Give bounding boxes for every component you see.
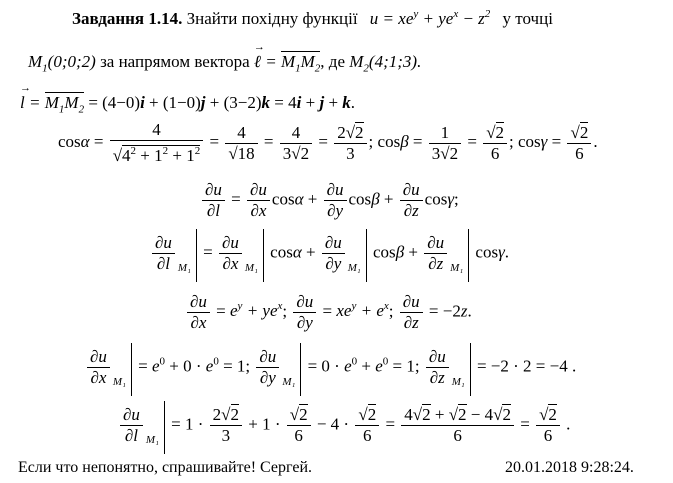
direction-cosines: cosα = $\frac{4}{√4^2 + 1^2 + 1^2}$ = $\frac{4}{√18}$ = $\frac{4}{3√2}$ = $\frac{2√2}{3}$ ; cosβ = $\frac{1}{3√2}$ = $\frac{√2}{6}$ ; cosγ = $\frac{√2}{6}$ . bbox=[58, 120, 598, 165]
task-heading: Завдання 1.14. bbox=[72, 9, 183, 28]
point-m1: $M_1(0;0;2)$ bbox=[28, 52, 96, 75]
footer-timestamp: 20.01.2018 9:28:24. bbox=[505, 459, 634, 476]
task-function: $u = xe^y + ye^x - z^2$ bbox=[369, 8, 491, 28]
footer-note: Если что непонятно, спрашивайте! Сергей. bbox=[18, 459, 313, 476]
partials-at-point: $\frac{\partial u}{\partial x}$ $_{M_1} = e^0 + 0 \cdot e^0 = 1$; $\frac{\partial u}{\partial y}$ $_{M_1} = 0 \cdot e^0 + e^0 = 1$; $\frac{\partial u}{\partial z}$ $_{M_1}$ = −2 · 2 = −4 . bbox=[85, 347, 576, 388]
formula-general: $\frac{\partial u}{\partial l}$ = $\frac{\partial u}{\partial x}$ cosα + $\frac{\partial u}{\partial y}$ cosβ + $\frac{\partial u}{\partial z}$ cosγ; bbox=[200, 180, 459, 221]
task-text-4: , де bbox=[320, 52, 345, 71]
task-text-2: у точці bbox=[502, 9, 553, 28]
vector-definition: → ℓ = $M_1M_2$ bbox=[254, 51, 320, 71]
vector-computation: → $l = M_1M_2 = (4-0)i + (1-0)j + (3-2)k = 4i + j + k$. bbox=[20, 93, 355, 115]
final-result: $\frac{\partial u}{\partial l}$ $_{M_1}$ = 1 · $\frac{2√2}{3}$ + 1 · $\frac{√2}{6}$ − 4 · $\frac{√2}{6}$ = $\frac{4√2 + √2 - 4√2}{6}$ = $\frac{√2}{6}$ . bbox=[118, 405, 570, 446]
task-text-3: за напрямом вектора bbox=[100, 52, 250, 71]
point-m2: $M_2(4;1;3)$. bbox=[349, 52, 422, 75]
task-statement-line-2 bbox=[28, 52, 421, 74]
task-text-1: Знайти похідну функції bbox=[186, 9, 358, 28]
task-statement-line-1 bbox=[72, 8, 553, 29]
formula-at-point: $\frac{\partial u}{\partial l}$ $_{M_1}$ = $\frac{\partial u}{\partial x}$ $_{M_1}$ cosα + $\frac{\partial u}{\partial y}$ $_{M_1}$ cosβ + $\frac{\partial u}{\partial z}$ $_{M_1}$ cosγ. bbox=[150, 233, 509, 274]
partial-derivatives: $\frac{\partial u}{\partial x}$ = $e^y + ye^x$; $\frac{\partial u}{\partial y}$ = $xe^y + e^x$; $\frac{\partial u}{\partial z}$ = −2z. bbox=[185, 292, 472, 333]
